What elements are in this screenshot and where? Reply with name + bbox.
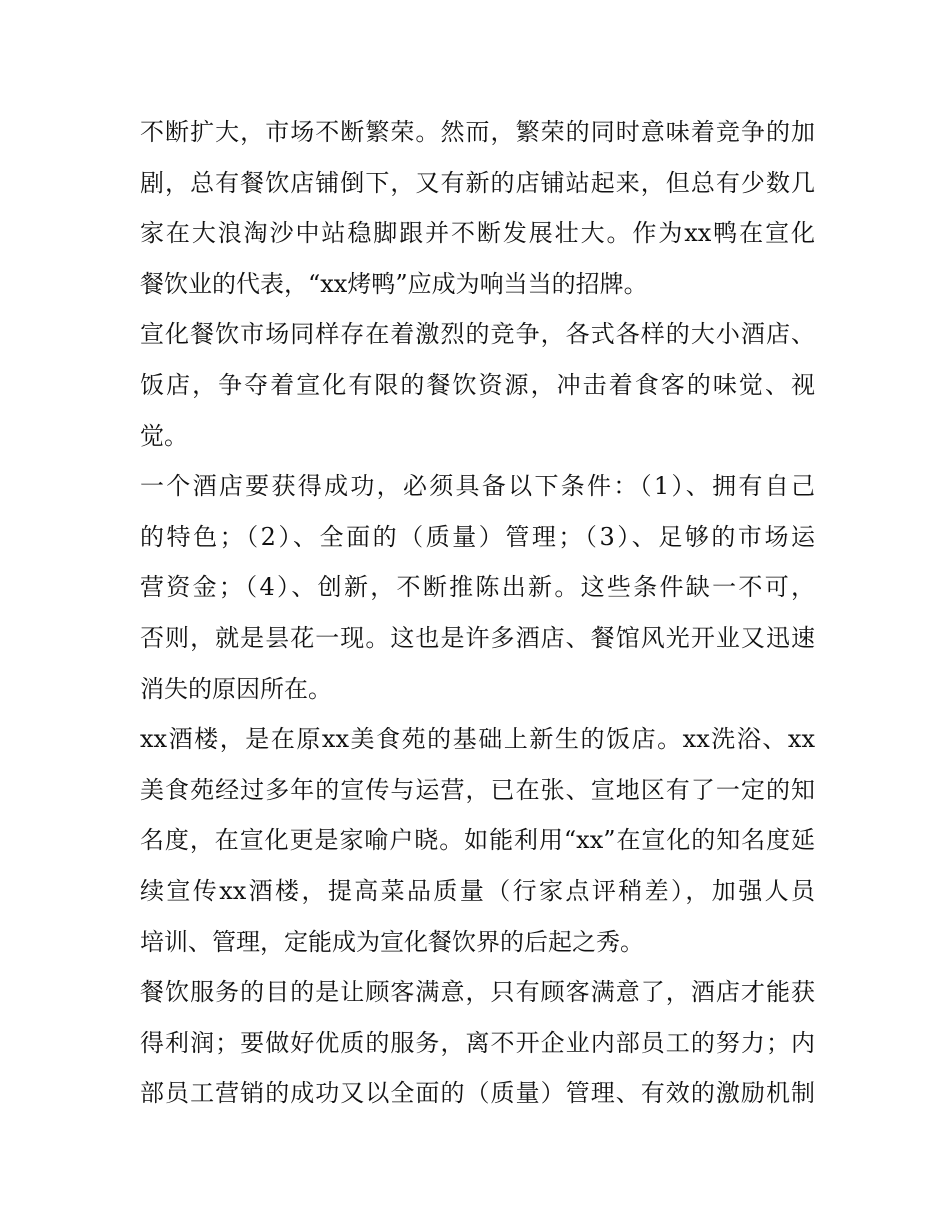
text-line: 一个酒店要获得成功，必须具备以下条件：（1）、拥有自己	[140, 472, 815, 501]
text-line: xx酒楼，是在原xx美食苑的基础上新生的饭店。xx洗浴、xx	[140, 725, 815, 754]
text-line: 否则，就是昙花一现。这也是许多酒店、餐馆风光开业又迅速	[140, 623, 815, 652]
text-line: 剧，总有餐饮店铺倒下，又有新的店铺站起来，但总有少数几	[140, 168, 815, 197]
text-line: 部员工营销的成功又以全面的（质量）管理、有效的激励机制	[140, 1079, 815, 1108]
text-line: 的特色；（2）、全面的（质量）管理；（3）、足够的市场运	[140, 522, 815, 551]
text-line: 宣化餐饮市场同样存在着激烈的竞争，各式各样的大小酒店、	[140, 320, 815, 349]
text-line: 营资金；（4）、创新，不断推陈出新。这些条件缺一不可，	[140, 573, 815, 602]
text-line: 得利润；要做好优质的服务，离不开企业内部员工的努力；内	[140, 1028, 815, 1057]
body-text	[140, 107, 815, 1119]
text-line: 培训、管理，定能成为宣化餐饮界的后起之秀。	[140, 927, 644, 956]
text-line: 不断扩大，市场不断繁荣。然而，繁荣的同时意味着竞争的加	[140, 118, 815, 146]
text-line: 消失的原因所在。	[140, 674, 332, 703]
text-line: 餐饮服务的目的是让顾客满意，只有顾客满意了，酒店才能获	[140, 978, 815, 1007]
text-line: 家在大浪淘沙中站稳脚跟并不断发展壮大。作为xx鸭在宣化	[140, 219, 815, 248]
text-line: 饭店，争夺着宣化有限的餐饮资源，冲击着食客的味觉、视	[140, 370, 815, 399]
text-line: 美食苑经过多年的宣传与运营，已在张、宣地区有了一定的知	[140, 775, 815, 804]
text-line: 续宣传xx酒楼，提高菜品质量（行家点评稍差），加强人员	[140, 876, 815, 905]
text-line: 名度，在宣化更是家喻户晓。如能利用“xx”在宣化的知名度延	[140, 826, 815, 855]
text-line: 餐饮业的代表，“xx烤鸭”应成为响当当的招牌。	[140, 269, 648, 298]
text-line: 觉。	[140, 421, 188, 450]
